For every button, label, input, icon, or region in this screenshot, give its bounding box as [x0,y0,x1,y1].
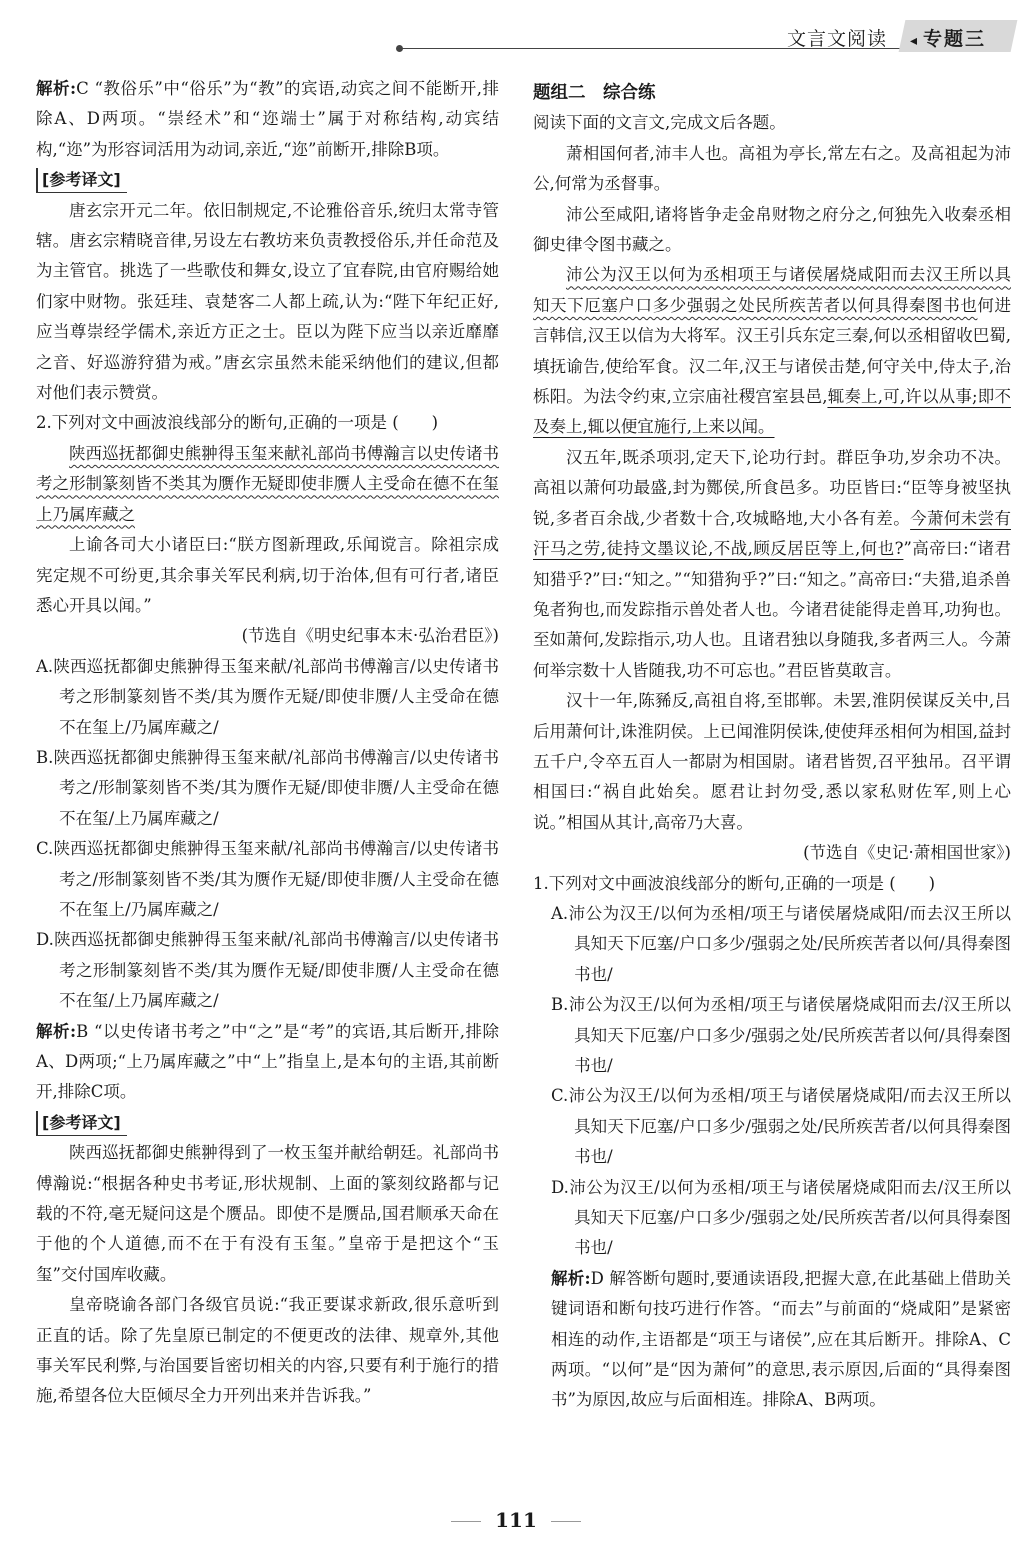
passage-text: 汉五年,既杀项羽,定天下,论功行封。群臣争功,岁余功不决。高祖以萧何功最盛,封为酂侯,所食邑多。功臣皆曰:“臣等身被坚执锐,多者百余战,少者数十合,攻城略地,大小各有差。 [533,447,1011,528]
passage-paragraph: 萧相国何者,沛丰人也。高祖为亭长,常左右之。及高祖起为沛公,何常为丞督事。 [533,143,1011,194]
question-2-source: (节选自《明史纪事本末·弘治君臣》) [241,626,499,646]
arrow-left-icon: ◂ [910,33,920,49]
page-footer [0,1508,1032,1532]
footer-dash-right [551,1521,581,1522]
option-d: D.陕西巡抚都御史熊翀得玉玺来献/礼部尚书傅瀚言/以史传诸书考之形制篆刻皆不类/其为赝作无疑/即使非赝/人主受命在德不在玺/上乃属库藏之/ [36,930,499,1011]
reference-translation-label: [参考译文] [36,1111,127,1136]
option-b: B.陕西巡抚都御史熊翀得玉玺来献/礼部尚书傅瀚言/以史传诸书考之/形制篆刻皆不类/其为赝作无疑/即使非赝/人主受命在德不在玺/上乃属库藏之/ [36,747,499,828]
passage-source: (节选自《史记·萧相国世家》) [803,843,1011,863]
underlined-text: 辄奏上,可,许以从事;即不及奏上,辄以便宜施行,上来以闻。 [533,387,1011,437]
header-topic-label: 专题三 [923,28,987,50]
option-d: D.沛公为汉王/以何为丞相/项王与诸侯屠烧咸阳而去/汉王所以具知天下厄塞/户口多少/强弱之处/民所疾苦者/以何具得秦图书也/ [551,1177,1011,1258]
question-2-passage: 上谕各司大小诸臣曰:“朕方图新理政,乐闻谠言。除祖宗成宪定规不可纷更,其余事关军民利病,切于治体,但有可行者,诸臣悉心开具以闻。” [36,535,499,615]
question-1-stem: 1.下列对文中画波浪线部分的断句,正确的一项是 ( ) [533,873,936,893]
translation-paragraph: 皇帝晓谕各部门各级官员说:“我正要谋求新政,很乐意听到正直的话。除了先皇原已制定的不便更改的法律、规章外,其他事关军民利弊,与治国要旨密切相关的内容,只要有利于施行的措施,希望各位大臣倾尽全力开列出来并告诉我。” [36,1295,499,1406]
analysis-text: D 解答断句题时,要通读语段,把握大意,在此基础上借助关键词语和断句技巧进行作答。“而去”与前面的“烧咸阳”是紧密相连的动作,主语都是“项王与诸侯”,应在其后断开。排除A、C两项。“以何”是“因为萧何”的意思,表示原因,后面的“具得秦图书”为原因,故应与后面相连。排除A、B两项。 [551,1268,1011,1410]
option-c: C.沛公为汉王/以何为丞相/项王与诸侯屠烧咸阳/而去汉王所以具知天下厄塞/户口多少/强弱之处/民所疾苦者/以何具得秦图书也/ [551,1086,1011,1167]
translation-paragraph: 唐玄宗开元二年。依旧制规定,不论雅俗音乐,统归太常寺管辖。唐玄宗精晓音律,另设左右教坊来负责教授俗乐,并任命范及为主管官。挑选了一些歌伎和舞女,设立了宜春院,由官府赐给她们家中财物。张廷珪、袁楚客二人都上疏,认为:“陛下年纪正好,应当尊崇经学儒术,亲近方正之士。臣以为陛下应当以亲近靡靡之音、好巡游狩猎为戒。”唐玄宗虽然未能采纳他们的建议,但都对他们表示赞赏。 [36,200,499,403]
underlined-text: 今萧何未尝有汗马之劳,徒持文墨议论,不战,顾反居臣等上,何也? [533,508,1011,559]
wavy-underlined-text: 沛公为汉王以何为丞相项王与诸侯屠烧咸阳而去汉王所以具知天下厄塞户口多少强弱之处民所疾苦者以何具得秦图书也 [533,265,1011,315]
option-b: B.沛公为汉王/以何为丞相/项王与诸侯屠烧咸阳而去/汉王所以具知天下厄塞/户口多少/强弱之处/民所疾苦者以何/具得秦图书也/ [551,995,1011,1075]
footer-dash-left [451,1521,481,1522]
passage-paragraph: 沛公至咸阳,诸将皆争走金帛财物之府分之,何独先入收秦丞相御史律令图书藏之。 [533,204,1011,255]
passage-text: ”高帝曰:“诸君知猎乎?”曰:“知之。”“知猎狗乎?”曰:“知之。”高帝曰:“夫猎,追杀兽兔者狗也,而发踪指示兽处者人也。今诸君徒能得走兽耳,功狗也。至如萧何,发踪指示,功人也。且诸君独以身随我,多者两三人。今萧何举宗数十人皆随我,功不可忘也。”君臣皆莫敢言。 [533,539,1011,680]
analysis-text: C “教俗乐”中“俗乐”为“教”的宾语,动宾之间不能断开,排除A、D两项。“崇经术”和“迩端士”属于对称结构,动宾结构,“迩”为形容词活用为动词,亲近,“迩”前断开,排除B项。 [36,79,499,159]
option-c: C.陕西巡抚都御史熊翀得玉玺来献/礼部尚书傅瀚言/以史传诸书考之/形制篆刻皆不类/其为赝作无疑/即使非赝/人主受命在德不在玺上/乃属库藏之/ [36,839,499,919]
analysis-block-2 [36,1017,499,1108]
analysis-text: B “以史传诸书考之”中“之”是“考”的宾语,其后断开,排除A、D两项;“上乃属库藏之”中“上”指皇上,是本句的主语,其前断开,排除C项。 [36,1021,499,1102]
passage-paragraph [533,260,1011,442]
analysis-block-1 [36,74,499,165]
analysis-label: 解析: [551,1268,591,1288]
left-column [36,74,499,1412]
right-column [533,74,1011,1416]
question-2-passage-wavy [36,439,499,530]
passage-paragraph [533,443,1011,686]
analysis-block-3 [551,1264,1011,1416]
option-a: A.陕西巡抚都御史熊翀得玉玺来献/礼部尚书傅瀚言/以史传诸书考之形制篆刻皆不类/其为赝作无疑/即使非赝/人主受命在德不在玺上/乃属库藏之/ [36,656,499,737]
page-header [0,18,1032,58]
analysis-label: 解析: [36,1021,77,1041]
group-title: 题组二 综合练 [533,83,656,103]
option-a: A.沛公为汉王/以何为丞相/项王与诸侯屠烧咸阳/而去汉王所以具知天下厄塞/户口多少/强弱之处/民所疾苦者以何/具得秦图书也/ [551,903,1011,984]
wavy-underlined-text: 陕西巡抚都御史熊翀得玉玺来献礼部尚书傅瀚言以史传诸书考之形制篆刻皆不类其为赝作无疑即使非赝人主受命在德不在玺上乃属库藏之 [36,443,499,524]
passage-text: 何进言韩信,汉王以信为大将军。汉王引兵东定三秦,何以丞相留收巴蜀,填抚谕告,使给军食。汉二年,汉王与诸侯击楚,何守关中,侍太子,治栎阳。为法令约束,立宗庙社稷宫室县邑, [533,295,1012,407]
header-topic-tab [910,24,986,51]
question-2-stem: 2.下列对文中画波浪线部分的断句,正确的一项是 ( ) [36,413,439,433]
reference-translation-label: [参考译文] [36,168,127,193]
page-number: 111 [495,1508,537,1532]
header-section-title: 文言文阅读 [787,28,888,50]
translation-paragraph: 陕西巡抚都御史熊翀得到了一枚玉玺并献给朝廷。礼部尚书傅瀚说:“根据各种史书考证,形状规制、上面的篆刻纹路都与记载的不符,毫无疑问这是个赝品。即使不是赝品,国君顺承天命在于他的个人道德,而不在于有没有玉玺。”皇帝于是把这个“玉玺”交付国库收藏。 [36,1143,499,1284]
reading-instruction: 阅读下面的文言文,完成文后各题。 [533,113,786,133]
analysis-label: 解析: [36,79,77,98]
passage-paragraph: 汉十一年,陈豨反,高祖自将,至邯郸。未罢,淮阴侯谋反关中,吕后用萧何计,诛淮阴侯。上已闻淮阴侯诛,使使拜丞相何为相国,益封五千户,令卒五百人一都尉为相国尉。诸君皆贺,召平独吊。召平谓相国曰:“祸自此始矣。愿君让封勿受,悉以家私财佐军,则上心说。”相国从其计,高帝乃大喜。 [533,691,1011,832]
